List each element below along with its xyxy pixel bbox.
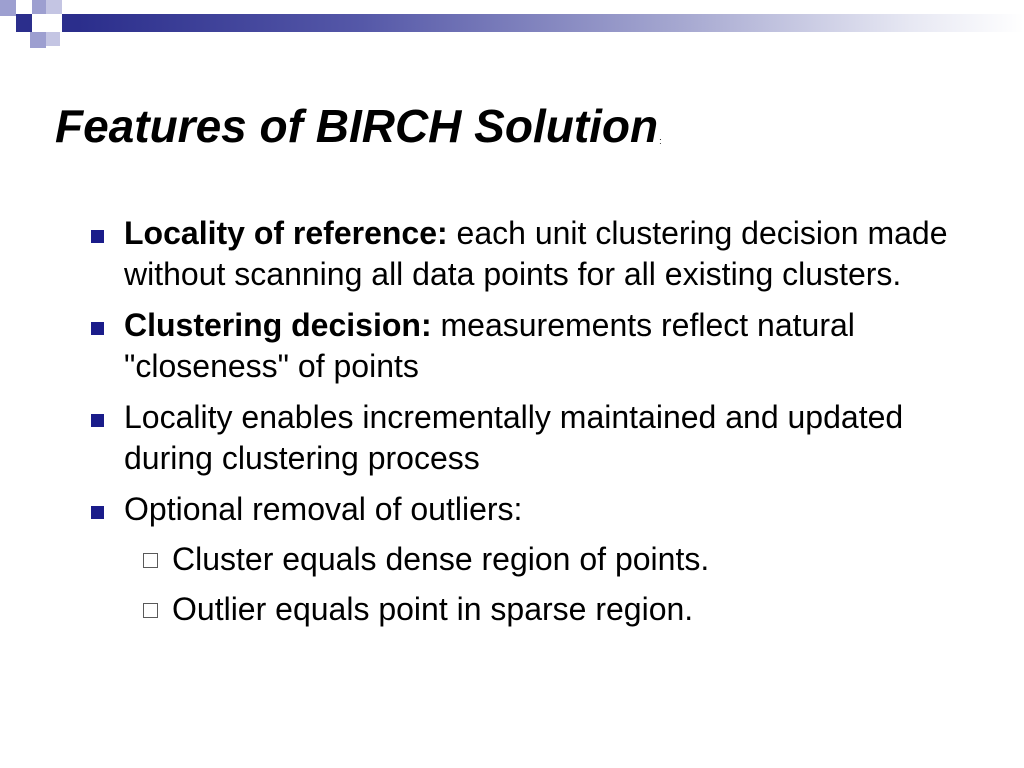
square-bullet-icon	[91, 414, 104, 427]
bullet-text	[124, 399, 903, 476]
hollow-square-bullet-icon	[143, 553, 158, 568]
header-square	[30, 32, 46, 48]
header-square	[62, 14, 78, 32]
bullet-body: measurements reflect natural "closeness" of points	[124, 307, 855, 384]
sub-bullet-text: Cluster equals dense region of points.	[172, 541, 710, 577]
bullet-text	[124, 307, 855, 384]
slide-title-text: Features of BIRCH Solution	[55, 100, 659, 152]
bullet-item	[90, 305, 950, 387]
bullet-bold-label: Locality of reference:	[124, 215, 448, 251]
header-square	[16, 14, 32, 32]
bullet-bold-label: Clustering decision:	[124, 307, 432, 343]
bullet-text	[124, 215, 948, 292]
header-square	[0, 0, 16, 16]
hollow-square-bullet-icon	[143, 603, 158, 618]
header-square	[46, 32, 60, 46]
slide-title	[55, 100, 662, 153]
bullet-list	[90, 213, 950, 640]
header-gradient-band	[78, 14, 1024, 32]
square-bullet-icon	[91, 322, 104, 335]
sub-bullet-item	[90, 539, 950, 580]
bullet-item	[90, 213, 950, 295]
bullet-item	[90, 397, 950, 479]
slide-title-suffix: :	[659, 136, 662, 146]
square-bullet-icon	[91, 506, 104, 519]
square-bullet-icon	[91, 230, 104, 243]
bullet-body: Locality enables incrementally maintained and updated during clustering process	[124, 399, 904, 476]
sub-bullet-text: Outlier equals point in sparse region.	[172, 591, 694, 627]
bullet-item	[90, 489, 950, 630]
bullet-body: Optional removal of outliers:	[124, 491, 523, 527]
sub-bullet-item	[90, 589, 950, 630]
header-square	[46, 0, 62, 14]
header-square	[32, 0, 46, 14]
sub-bullet-list	[90, 539, 950, 630]
bullet-text	[124, 491, 522, 527]
bullet-body: each unit clustering decision made without scanning all data points for all existing clusters.	[124, 215, 948, 292]
